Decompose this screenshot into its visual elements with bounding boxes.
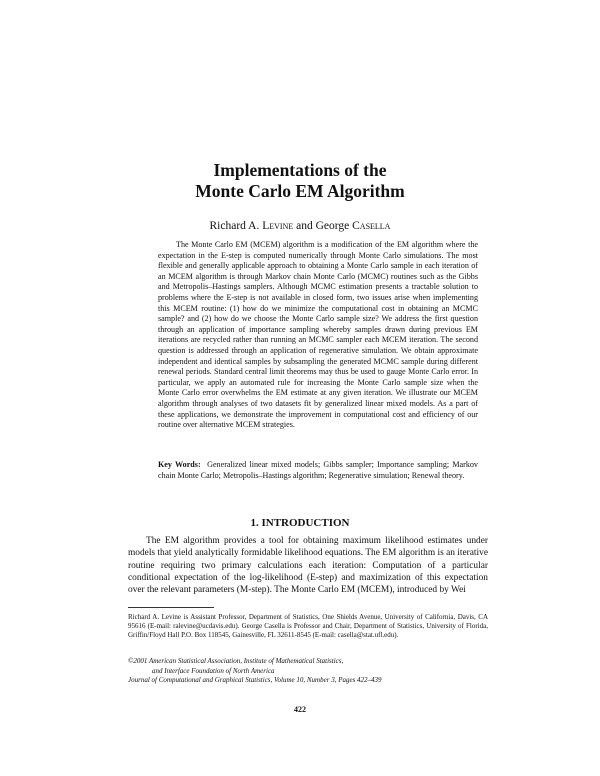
author-conjunction: and George C xyxy=(293,220,360,232)
keywords-label: Key Words: xyxy=(158,460,201,469)
keywords xyxy=(158,460,478,481)
copyright-line-1: ©2001 American Statistical Association, Institute of Mathematical Statistics, xyxy=(128,657,344,665)
author-2-surname: asella xyxy=(359,220,391,232)
abstract: The Monte Carlo EM (MCEM) algorithm is a modification of the EM algorithm where the expectation in the E-step is computed numerically through Monte Carlo simulations. The most flexible and generally applicable approach to obtaining a Monte Carlo sample in each iteration of an MCEM algorithm is through Markov chain Monte Carlo (MCMC) routines such as the Gibbs and Metropolis–Hastings samplers. Although MCMC estimation presents a tractable solution to problems where the E-step is not available in closed form, two issues arise when implementing this MCEM routine: (1) how do we minimize the computational cost in obtaining an MCMC sample? and (2) how do we choose the Monte Carlo sample size? We address the first question through an application of importance sampling whereby samples drawn during previous EM iterations are recycled rather than running an MCMC sampler each MCEM iteration. The second question is addressed through an application of regenerative simulation. We obtain approximate independent and identical samples by subsampling the generated MCMC sample during different renewal periods. Standard central limit theorems may thus be used to gauge Monte Carlo error. In particular, we apply an automated rule for increasing the Monte Carlo sample size when the Monte Carlo error overwhelms the EM estimate at any given iteration. We illustrate our MCEM algorithm through analyses of two datasets fit by generalized linear mixed models. As a part of these applications, we demonstrate the improvement in computational cost and efficiency of our routine over alternative MCEM strategies. xyxy=(158,240,478,430)
copyright-block xyxy=(128,657,488,686)
section-heading: 1. INTRODUCTION xyxy=(250,517,350,529)
keywords-text: Generalized linear mixed models; Gibbs sampler; Importance sampling; Markov chain Monte Carlo; Metropolis–Hastings algorithm; Regenerative simulation; Renewal theory. xyxy=(158,460,478,480)
author-1-given: Richard A. L xyxy=(209,220,270,232)
author-1-surname: evine xyxy=(269,220,294,232)
page-number: 422 xyxy=(294,705,306,714)
author-footnote: Richard A. Levine is Assistant Professor, Department of Statistics, One Shields Avenue, University of California, Davis, CA 95616 (E-mail: ralevine@ucdavis.edu). George Casella is Professor and Chair, Department of Statistics, University of Florida, Griffin/Floyd Hall P.O. Box 118545, Gainesville, FL 32611-8545 (E-mail: casella@stat.ufl.edu). xyxy=(128,613,488,640)
title-line-1: Implementations of the xyxy=(213,160,387,180)
title-line-2: Monte Carlo EM Algorithm xyxy=(195,181,405,201)
intro-paragraph: The EM algorithm provides a tool for obtaining maximum likelihood estimates under models that yield analytically formidable likelihood equations. The EM algorithm is an iterative routine requiring two primary calculations each iteration: Computation of a particular conditional expectation of the log-likelihood (E-step) and maximization of this expectation over the relevant parameters (M-step). The Monte Carlo EM (MCEM), introduced by Wei xyxy=(128,536,488,596)
journal-citation: Journal of Computational and Graphical Statistics, Volume 10, Number 3, Pages 422–439 xyxy=(128,676,382,684)
paper-title xyxy=(0,160,600,202)
footnote-rule xyxy=(128,607,214,608)
copyright-line-2: and Interface Foundation of North America xyxy=(152,666,275,675)
author-line xyxy=(0,219,600,233)
